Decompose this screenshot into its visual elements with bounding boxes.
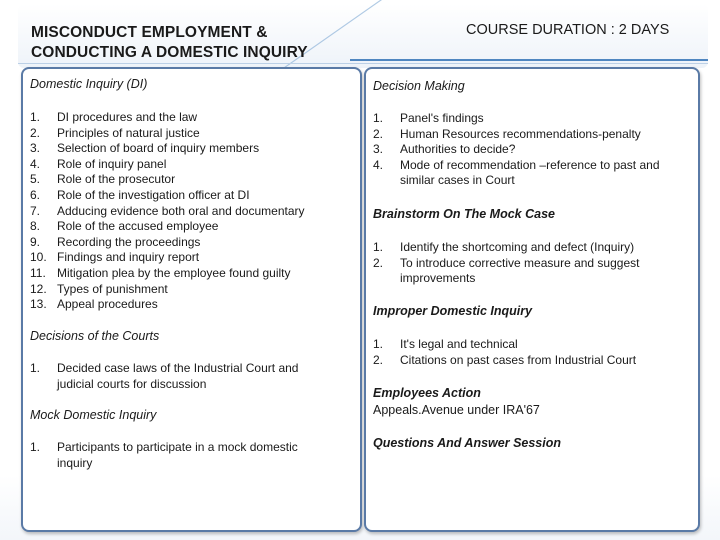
item-number: 4. <box>373 157 384 172</box>
item-number: 3. <box>373 142 384 157</box>
item-number: 1. <box>373 111 384 125</box>
list-item <box>30 188 356 204</box>
list-item <box>30 172 356 188</box>
employees-action-text: Appeals.Avenue under IRA'67 <box>373 403 540 417</box>
item-text-line-2: judicial courts for discussion <box>57 376 207 391</box>
item-text: Mitigation plea by the employee found guilty <box>57 265 291 280</box>
domestic-inquiry-list <box>30 110 356 313</box>
list-item <box>30 141 356 157</box>
item-text-line-2: improvements <box>400 271 476 286</box>
course-duration: COURSE DURATION : 2 DAYS <box>466 22 670 38</box>
section-heading-mock-inquiry: Mock Domestic Inquiry <box>30 408 157 422</box>
item-number: 10. <box>30 250 47 265</box>
decision-making-list <box>373 111 693 189</box>
item-number: 1. <box>373 337 384 351</box>
item-number: 4. <box>30 156 41 171</box>
header-divider <box>18 63 708 64</box>
item-text: Role of the prosecutor <box>57 172 176 187</box>
section-heading-employees-action: Employees Action <box>373 386 481 400</box>
item-text-line-1: Decided case laws of the Industrial Court and <box>57 361 299 375</box>
section-heading-domestic-inquiry: Domestic Inquiry (DI) <box>30 77 148 91</box>
list-item <box>373 127 693 143</box>
item-number: 8. <box>30 219 41 234</box>
section-heading-qa: Questions And Answer Session <box>373 436 562 450</box>
page-title <box>31 23 308 63</box>
item-text-line-2: inquiry <box>57 455 93 470</box>
list-item <box>30 219 356 235</box>
item-number: 7. <box>30 203 41 218</box>
brainstorm-list <box>373 240 693 287</box>
item-number: 1. <box>30 440 41 454</box>
section-heading-improper-inquiry: Improper Domestic Inquiry <box>373 304 533 318</box>
item-number: 5. <box>30 172 41 187</box>
list-item <box>30 297 356 313</box>
list-item <box>30 440 356 471</box>
list-item <box>30 266 356 282</box>
item-text: Role of the accused employee <box>57 219 219 234</box>
title-line-2: CONDUCTING A DOMESTIC INQUIRY <box>31 44 308 61</box>
item-number: 2. <box>373 126 384 141</box>
item-text: Adducing evidence both oral and documentary <box>57 203 305 218</box>
decisions-courts-list <box>30 361 356 392</box>
list-item <box>373 240 693 256</box>
list-item <box>373 142 693 158</box>
item-text: Selection of board of inquiry members <box>57 141 260 156</box>
item-number: 11. <box>30 265 46 280</box>
item-number: 1. <box>30 361 41 375</box>
list-item <box>30 235 356 251</box>
list-item <box>30 157 356 173</box>
list-item <box>373 353 693 369</box>
item-number: 1. <box>373 240 384 254</box>
item-number: 2. <box>30 125 41 140</box>
item-text: Recording the proceedings <box>57 234 201 249</box>
list-item <box>373 111 693 127</box>
section-heading-decision-making: Decision Making <box>373 79 465 93</box>
item-number: 1. <box>30 110 41 124</box>
item-number: 2. <box>373 352 384 367</box>
list-item <box>30 250 356 266</box>
item-text-line-1: To introduce corrective measure and suggest <box>400 255 640 270</box>
header-underline <box>350 59 708 61</box>
item-text: Principles of natural justice <box>57 125 200 140</box>
item-text-line-1: Panel's findings <box>400 111 484 125</box>
list-item <box>30 126 356 142</box>
list-item <box>30 110 356 126</box>
item-text-line-1: Mode of recommendation –reference to past and <box>400 157 660 172</box>
item-text-line-1: Human Resources recommendations-penalty <box>400 126 641 141</box>
item-text: Role of the investigation officer at DI <box>57 187 250 202</box>
item-number: 6. <box>30 187 41 202</box>
item-text-line-1: Participants to participate in a mock domestic <box>57 440 298 454</box>
list-item <box>373 158 693 189</box>
section-heading-decisions-courts: Decisions of the Courts <box>30 329 160 343</box>
list-item <box>373 256 693 287</box>
item-text-line-1: Authorities to decide? <box>400 142 516 157</box>
item-text: Citations on past cases from Industrial Court <box>400 352 637 367</box>
list-item <box>30 361 356 392</box>
item-text: Appeal procedures <box>57 297 158 312</box>
list-item <box>30 282 356 298</box>
item-text: Types of punishment <box>57 281 168 296</box>
item-number: 3. <box>30 141 41 156</box>
item-number: 2. <box>373 255 384 270</box>
list-item <box>373 337 693 353</box>
item-text: Role of inquiry panel <box>57 156 167 171</box>
item-text-line-2: similar cases in Court <box>400 173 515 188</box>
title-line-1: MISCONDUCT EMPLOYMENT & <box>31 24 268 41</box>
mock-inquiry-list <box>30 440 356 471</box>
item-text: Findings and inquiry report <box>57 250 200 265</box>
item-text: DI procedures and the law <box>57 110 198 124</box>
item-text: It's legal and technical <box>400 337 518 351</box>
list-item <box>30 204 356 220</box>
item-number: 13. <box>30 297 47 312</box>
item-number: 9. <box>30 234 41 249</box>
improper-inquiry-list <box>373 337 693 368</box>
item-number: 12. <box>30 281 47 296</box>
item-text-line-1: Identify the shortcoming and defect (Inquiry) <box>400 240 635 254</box>
section-heading-brainstorm: Brainstorm On The Mock Case <box>373 207 555 221</box>
